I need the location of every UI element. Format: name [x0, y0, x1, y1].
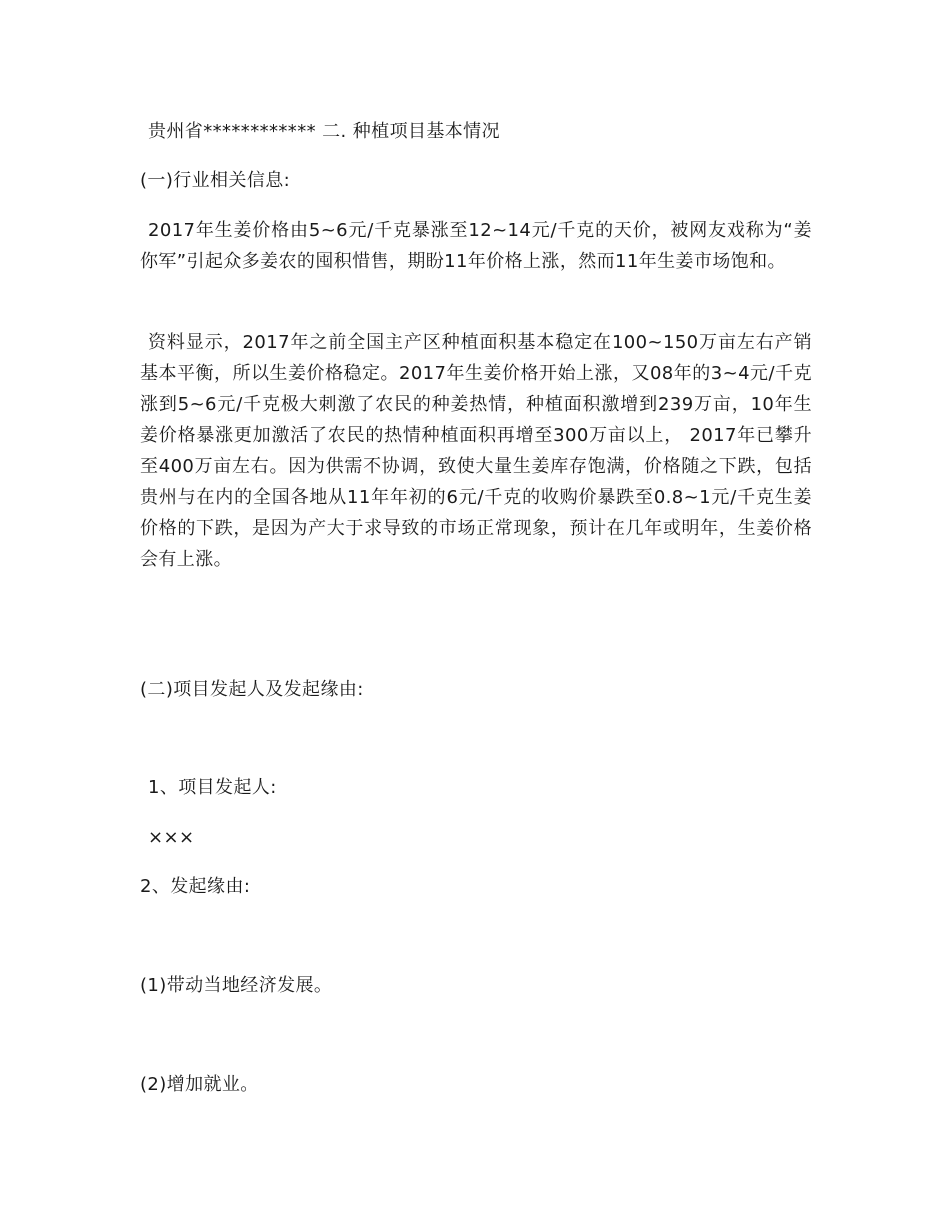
- section-heading-initiator: (二)项目发起人及发起缘由:: [140, 679, 364, 700]
- section-heading-industry-info: (一)行业相关信息:: [140, 170, 291, 191]
- reason-item-economy: (1)带动当地经济发展。: [140, 975, 333, 996]
- item-heading-initiator: 1、项目发起人:: [148, 777, 277, 798]
- initiator-name: ×××: [148, 827, 195, 848]
- paragraph-planting-data: 资料显示，2017年之前全国主产区种植面积基本稳定在100~150万亩左右产销基本平衡，所以生姜价格稳定。2017年生姜价格开始上涨，又08年的3~4元/千克涨到5~6元/千克极大刺激了农民的种姜热情，种植面积激增到239万亩，10年生姜价格暴涨更加激活了农民的热情种植面积再增至300万亩以上， 2017年已攀升至400万亩左右。因为供需不协调，致使大量生姜库存饱满，价格随之下跌，包括贵州与在内的全国各地从11年年初的6元/千克的收购价暴跌至0.8~1元/千克生姜价格的下跌，是因为产大于求导致的市场正常现象，预计在几年或明年，生姜价格会有上涨。: [140, 332, 812, 570]
- paragraph-price-surge: 2017年生姜价格由5~6元/千克暴涨至12~14元/千克的天价，被网友戏称为“姜你军”引起众多姜农的囤积惜售，期盼11年价格上涨，然而11年生姜市场饱和。: [140, 220, 812, 272]
- document-header-line: 贵州省************ 二. 种植项目基本情况: [148, 121, 500, 142]
- reason-item-employment: (2)增加就业。: [140, 1074, 259, 1095]
- item-heading-reasons: 2、发起缘由:: [140, 876, 251, 897]
